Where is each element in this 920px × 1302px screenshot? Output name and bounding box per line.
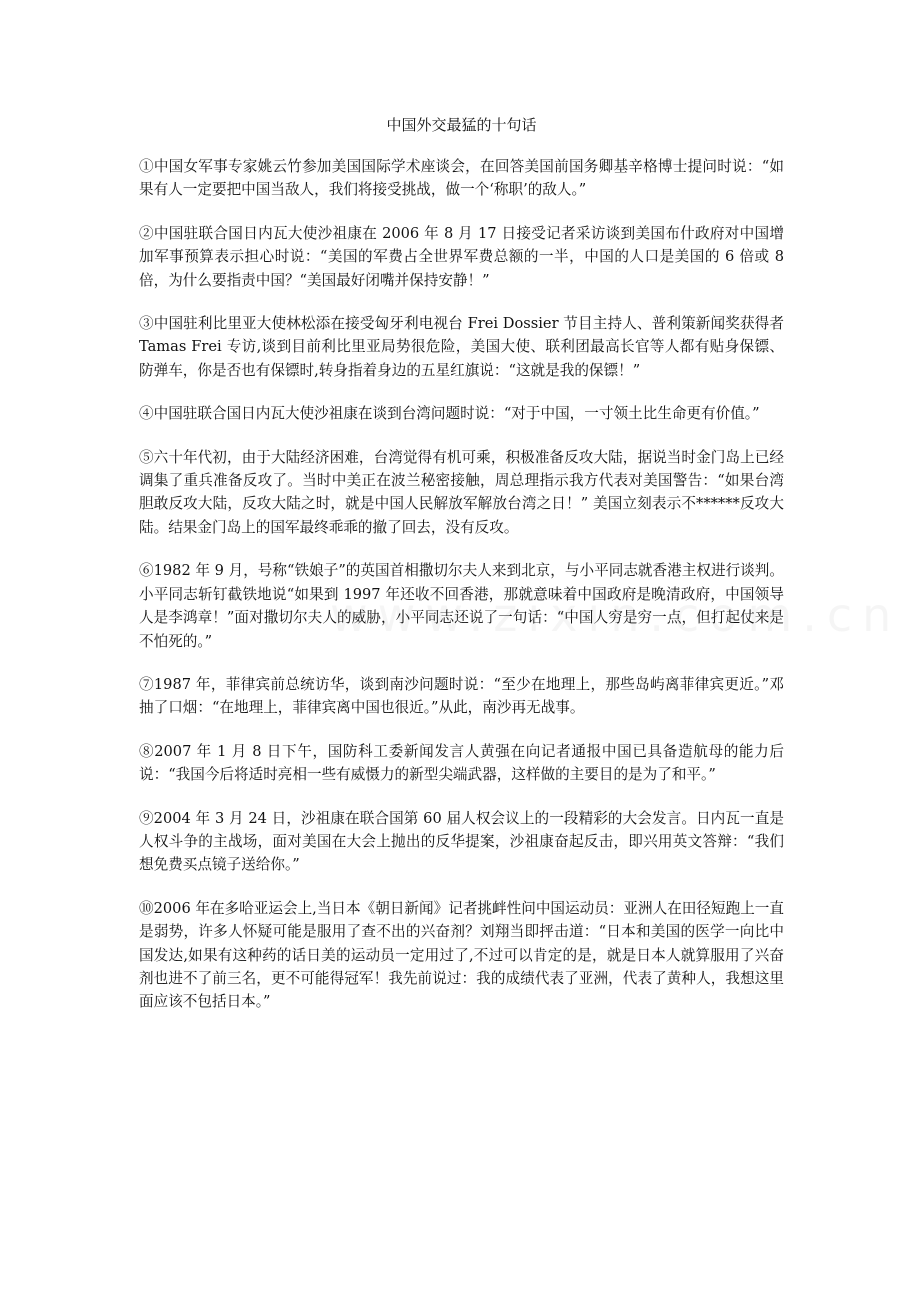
document-title: 中国外交最猛的十句话 xyxy=(386,116,537,134)
paragraph-4: ④中国驻联合国日内瓦大使沙祖康在谈到台湾问题时说：“对于中国，一寸领土比生命更有价值。” xyxy=(139,405,760,423)
paragraph-10: ⑩2006 年在多哈亚运会上,当日本《朝日新闻》记者挑衅性问中国运动员：亚洲人在田径短跑上一直是弱势，许多人怀疑可能是服用了查不出的兴奋剂？刘翔当即抨击道：“日本和美国的医学一向比中国发达,如果有这种药的话日美的运动员一定用过了,不过可以肯定的是，就是日本人就算服用了兴奋剂也进不了前三名，更不可能得冠军！我先前说过：我的成绩代表了亚洲，代表了黄种人，我想这里面应该不包括日本。” xyxy=(139,899,784,1011)
paragraph-8: ⑧2007 年 1 月 8 日下午，国防科工委新闻发言人黄强在向记者通报中国已具备造航母的能力后说：“我国今后将适时亮相一些有威慑力的新型尖端武器，这样做的主要目的是为了和平。” xyxy=(139,742,784,784)
paragraph-5: ⑤六十年代初，由于大陆经济困难，台湾觉得有机可乘，积极准备反攻大陆，据说当时金门岛上已经调集了重兵准备反攻了。当时中美正在波兰秘密接触，周总理指示我方代表对美国警告：“如果台湾胆敢反攻大陆，反攻大陆之时，就是中国人民解放军解放台湾之日！” 美国立刻表示不******反攻大陆。结果金门岛上的国军最终乖乖的撤了回去，没有反攻。 xyxy=(139,448,784,536)
paragraph-9: ⑨2004 年 3 月 24 日，沙祖康在联合国第 60 届人权会议上的一段精彩的大会发言。日内瓦一直是人权斗争的主战场，面对美国在大会上抛出的反华提案，沙祖康奋起反击，即兴用英文答辩：“我们想免费买点镜子送给你。” xyxy=(139,809,784,874)
paragraph-1: ①中国女军事专家姚云竹参加美国国际学术座谈会，在回答美国前国务卿基辛格博士提问时说：“如果有人一定要把中国当敌人，我们将接受挑战，做一个‘称职’的敌人。” xyxy=(139,158,784,199)
paragraph-6: ⑥1982 年 9 月，号称“铁娘子”的英国首相撒切尔夫人来到北京，与小平同志就香港主权进行谈判。小平同志斩钉截铁地说“如果到 1997 年还收不回香港，那就意味着中国政府是晚清政府，中国领导人是李鸿章！”面对撒切尔夫人的威胁，小平同志还说了一句话：“中国人穷是穷一点，但打起仗来是不怕死的。” xyxy=(139,562,784,650)
document-page xyxy=(139,113,784,1034)
paragraph-3: ③中国驻利比里亚大使林松添在接受匈牙利电视台 Frei Dossier 节目主持人、普利策新闻奖获得者 Tamas Frei 专访,谈到目前利比里亚局势很危险，美国大使、联利团最高长官等人都有贴身保镖、防弹车，你是否也有保镖时,转身指着身边的五星红旗说：“这就是我的保镖！” xyxy=(139,315,784,379)
paragraph-7: ⑦1987 年，菲律宾前总统访华，谈到南沙问题时说：“至少在地理上，那些岛屿离菲律宾更近。”邓抽了口烟：“在地理上，菲律宾离中国也很近。”从此，南沙再无战事。 xyxy=(139,675,784,717)
paragraph-2: ②中国驻联合国日内瓦大使沙祖康在 2006 年 8 月 17 日接受记者采访谈到美国布什政府对中国增加军事预算表示担心时说：“美国的军费占全世界军费总额的一半，中国的人口是美国的 6 倍或 8 倍，为什么要指责中国？“美国最好闭嘴并保持安静！” xyxy=(139,224,784,289)
